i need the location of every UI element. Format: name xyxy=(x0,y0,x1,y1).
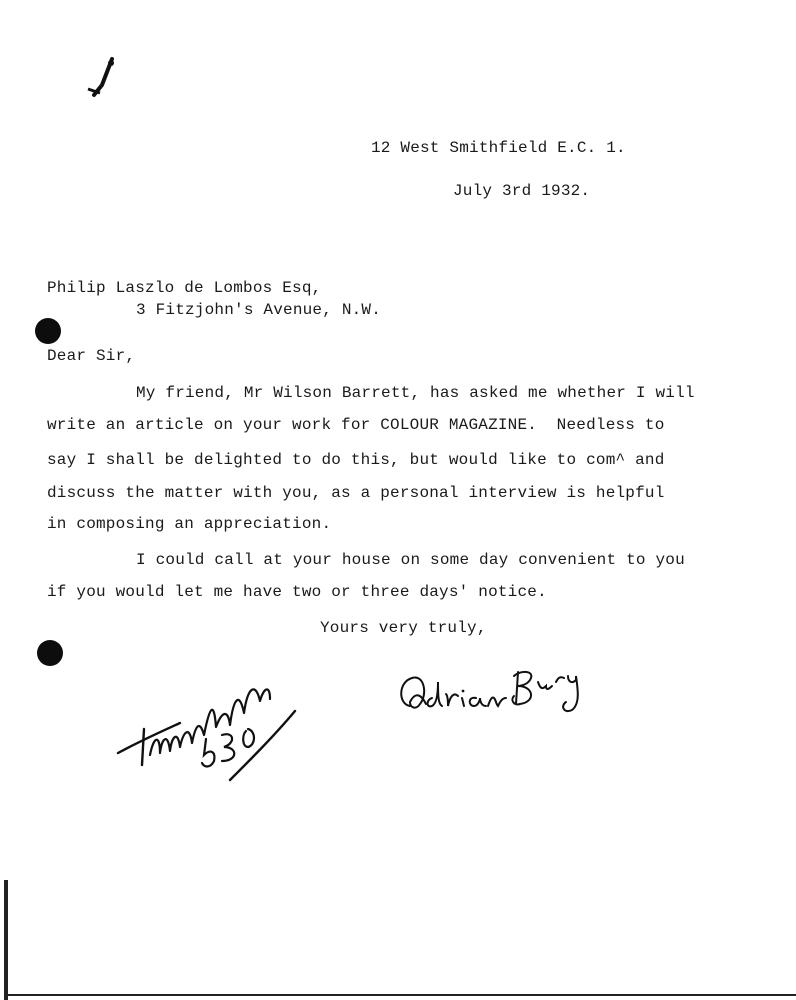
body-line: write an article on your work for COLOUR MAGAZINE. Needless to xyxy=(47,416,665,434)
recipient-address: 3 Fitzjohn's Avenue, N.W. xyxy=(136,301,382,319)
body-line: say I shall be delighted to do this, but would like to com^ and xyxy=(47,451,665,469)
punch-hole-top xyxy=(35,318,61,344)
tick-mark xyxy=(80,55,140,105)
signature xyxy=(396,660,596,720)
recipient-name: Philip Laszlo de Lombos Esq, xyxy=(47,279,322,297)
closing: Yours very truly, xyxy=(320,619,487,637)
body-line: in composing an appreciation. xyxy=(47,515,332,533)
punch-hole-bottom xyxy=(37,640,63,666)
sender-address: 12 West Smithfield E.C. 1. xyxy=(371,139,626,157)
body-line: if you would let me have two or three days' notice. xyxy=(47,583,547,601)
scan-edge-left xyxy=(4,880,8,1000)
body-line: My friend, Mr Wilson Barrett, has asked me whether I will xyxy=(136,384,695,402)
body-line: I could call at your house on some day convenient to you xyxy=(136,551,685,569)
scan-edge-bottom xyxy=(4,994,796,996)
letter-date: July 3rd 1932. xyxy=(453,182,591,200)
body-line: discuss the matter with you, as a personal interview is helpful xyxy=(47,484,665,502)
salutation: Dear Sir, xyxy=(47,347,136,365)
handwritten-annotation xyxy=(110,665,310,785)
